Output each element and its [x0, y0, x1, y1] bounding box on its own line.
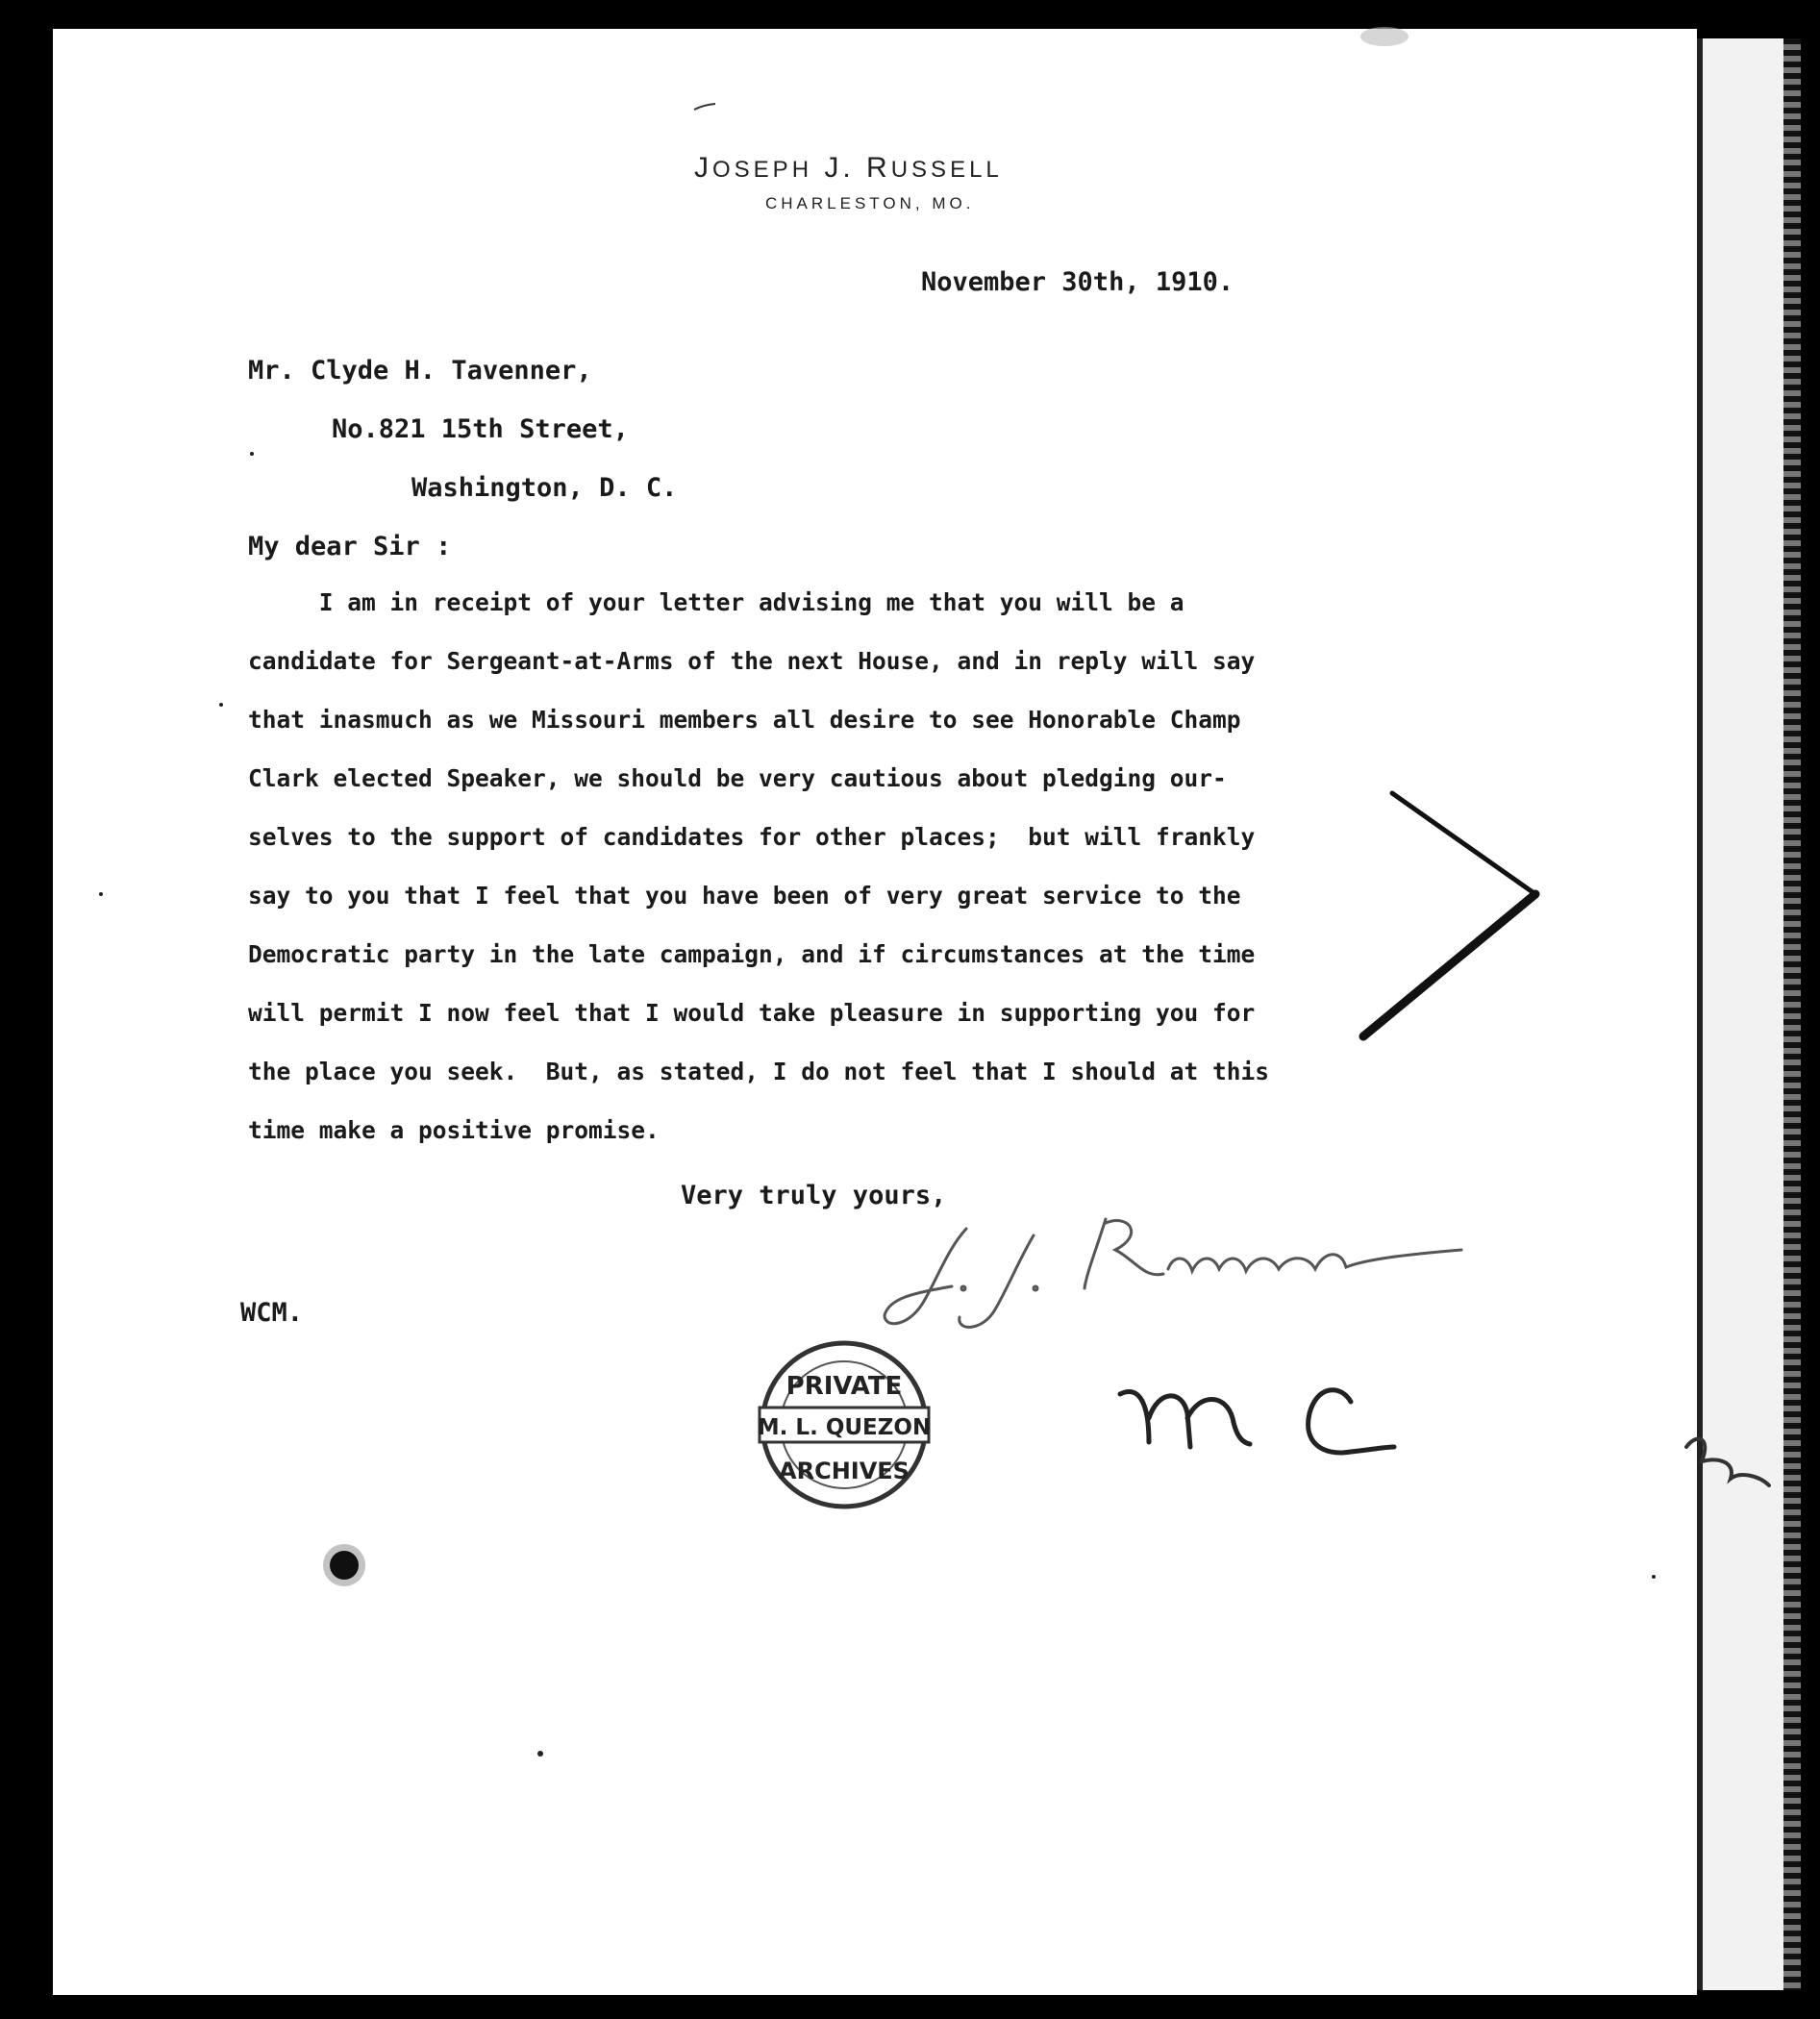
addressee-name: Mr. Clyde H. Tavenner, — [248, 356, 592, 386]
letter-date: November 30th, 1910. — [921, 267, 1234, 297]
closing: Very truly yours, — [681, 1181, 947, 1210]
letterhead-place: CHARLESTON, MO. — [765, 194, 975, 212]
body-line: will permit I now feel that I would take pleasure in supporting you for — [248, 999, 1256, 1027]
addressee-street: No.821 15th Street, — [332, 414, 629, 444]
stamp-top-text: PRIVATE — [785, 1372, 903, 1401]
body-line: that inasmuch as we Missouri members all desire to see Honorable Champ — [248, 706, 1241, 734]
archive-stamp — [758, 1343, 931, 1507]
body-line: candidate for Sergeant-at-Arms of the next House, and in reply will say — [248, 647, 1256, 675]
body-line: Democratic party in the late campaign, and if circumstances at the time — [248, 940, 1256, 968]
stamp-middle-text: M. L. QUEZON — [757, 1415, 932, 1440]
salutation: My dear Sir : — [248, 532, 452, 561]
body-line: Clark elected Speaker, we should be very cautious about pledging our- — [248, 764, 1227, 792]
stamp-bottom-text: ARCHIVES — [779, 1458, 910, 1484]
body-line: the place you seek. But, as stated, I do not feel that I should at this — [248, 1058, 1270, 1085]
body-line: time make a positive promise. — [248, 1116, 660, 1144]
body-line: I am in receipt of your letter advising me that you will be a — [248, 588, 1184, 616]
pen-tick-mark — [694, 104, 715, 110]
body-line: selves to the support of candidates for other places; but will frankly — [248, 823, 1256, 851]
paper-speck — [537, 1751, 543, 1757]
letterhead-name: JOSEPH J. RUSSELL — [694, 152, 1003, 184]
handwritten-mc-note — [1120, 1390, 1394, 1453]
check-mark-icon — [1363, 793, 1535, 1036]
addressee-city: Washington, D. C. — [411, 473, 678, 503]
underlying-page-note — [1686, 1439, 1769, 1485]
body-line: say to you that I feel that you have been of very great service to the — [248, 882, 1241, 910]
typist-initials: WCM. — [240, 1298, 304, 1328]
signature — [885, 1219, 1461, 1327]
